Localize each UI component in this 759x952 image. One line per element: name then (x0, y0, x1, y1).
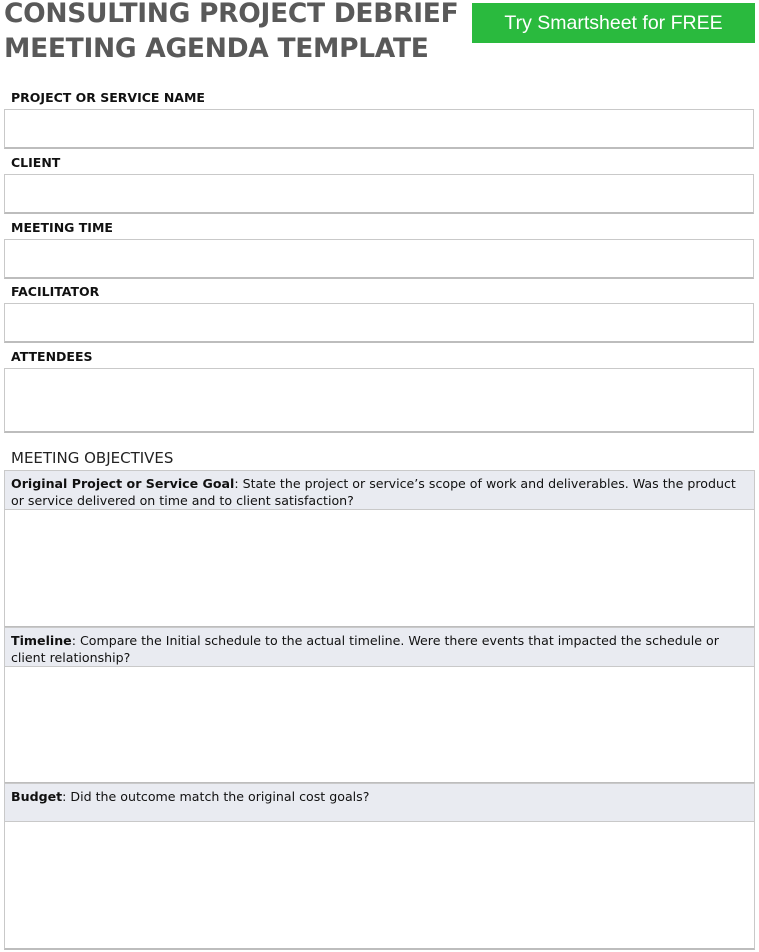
client-label: CLIENT (11, 155, 61, 170)
meeting-time-label: MEETING TIME (11, 220, 113, 235)
try-smartsheet-button[interactable]: Try Smartsheet for FREE (472, 3, 755, 43)
client-field[interactable] (4, 174, 754, 214)
page-title (4, 0, 464, 66)
objective-goal-heading: Original Project or Service Goal (11, 476, 235, 491)
attendees-label: ATTENDEES (11, 349, 93, 364)
project-name-label: PROJECT OR SERVICE NAME (11, 90, 205, 105)
objective-timeline-text: : Compare the Initial schedule to the actual timeline. Were there events that impacted the schedule or client relationship? (11, 633, 719, 665)
meeting-time-field[interactable] (4, 239, 754, 279)
objective-budget-header (4, 783, 755, 822)
objective-goal-text: : State the project or service’s scope of work and deliverables. Was the product or service delivered on time and to client satisfaction? (11, 476, 736, 508)
objective-timeline-notes[interactable] (4, 667, 755, 784)
project-name-field[interactable] (4, 109, 754, 149)
objective-timeline-heading: Timeline (11, 633, 72, 648)
objective-budget-text: : Did the outcome match the original cost goals? (62, 789, 370, 804)
attendees-field[interactable] (4, 368, 754, 433)
facilitator-field[interactable] (4, 303, 754, 343)
meeting-objectives-title: MEETING OBJECTIVES (11, 449, 174, 467)
title-line-2: MEETING AGENDA TEMPLATE (4, 33, 429, 64)
objective-timeline-header (4, 627, 755, 667)
title-line-1: CONSULTING PROJECT DEBRIEF (4, 0, 459, 29)
objective-goal-header (4, 470, 755, 510)
facilitator-label: FACILITATOR (11, 284, 100, 299)
objective-budget-heading: Budget (11, 789, 63, 804)
objective-goal-notes[interactable] (4, 510, 755, 628)
objective-budget-notes[interactable] (4, 822, 755, 950)
